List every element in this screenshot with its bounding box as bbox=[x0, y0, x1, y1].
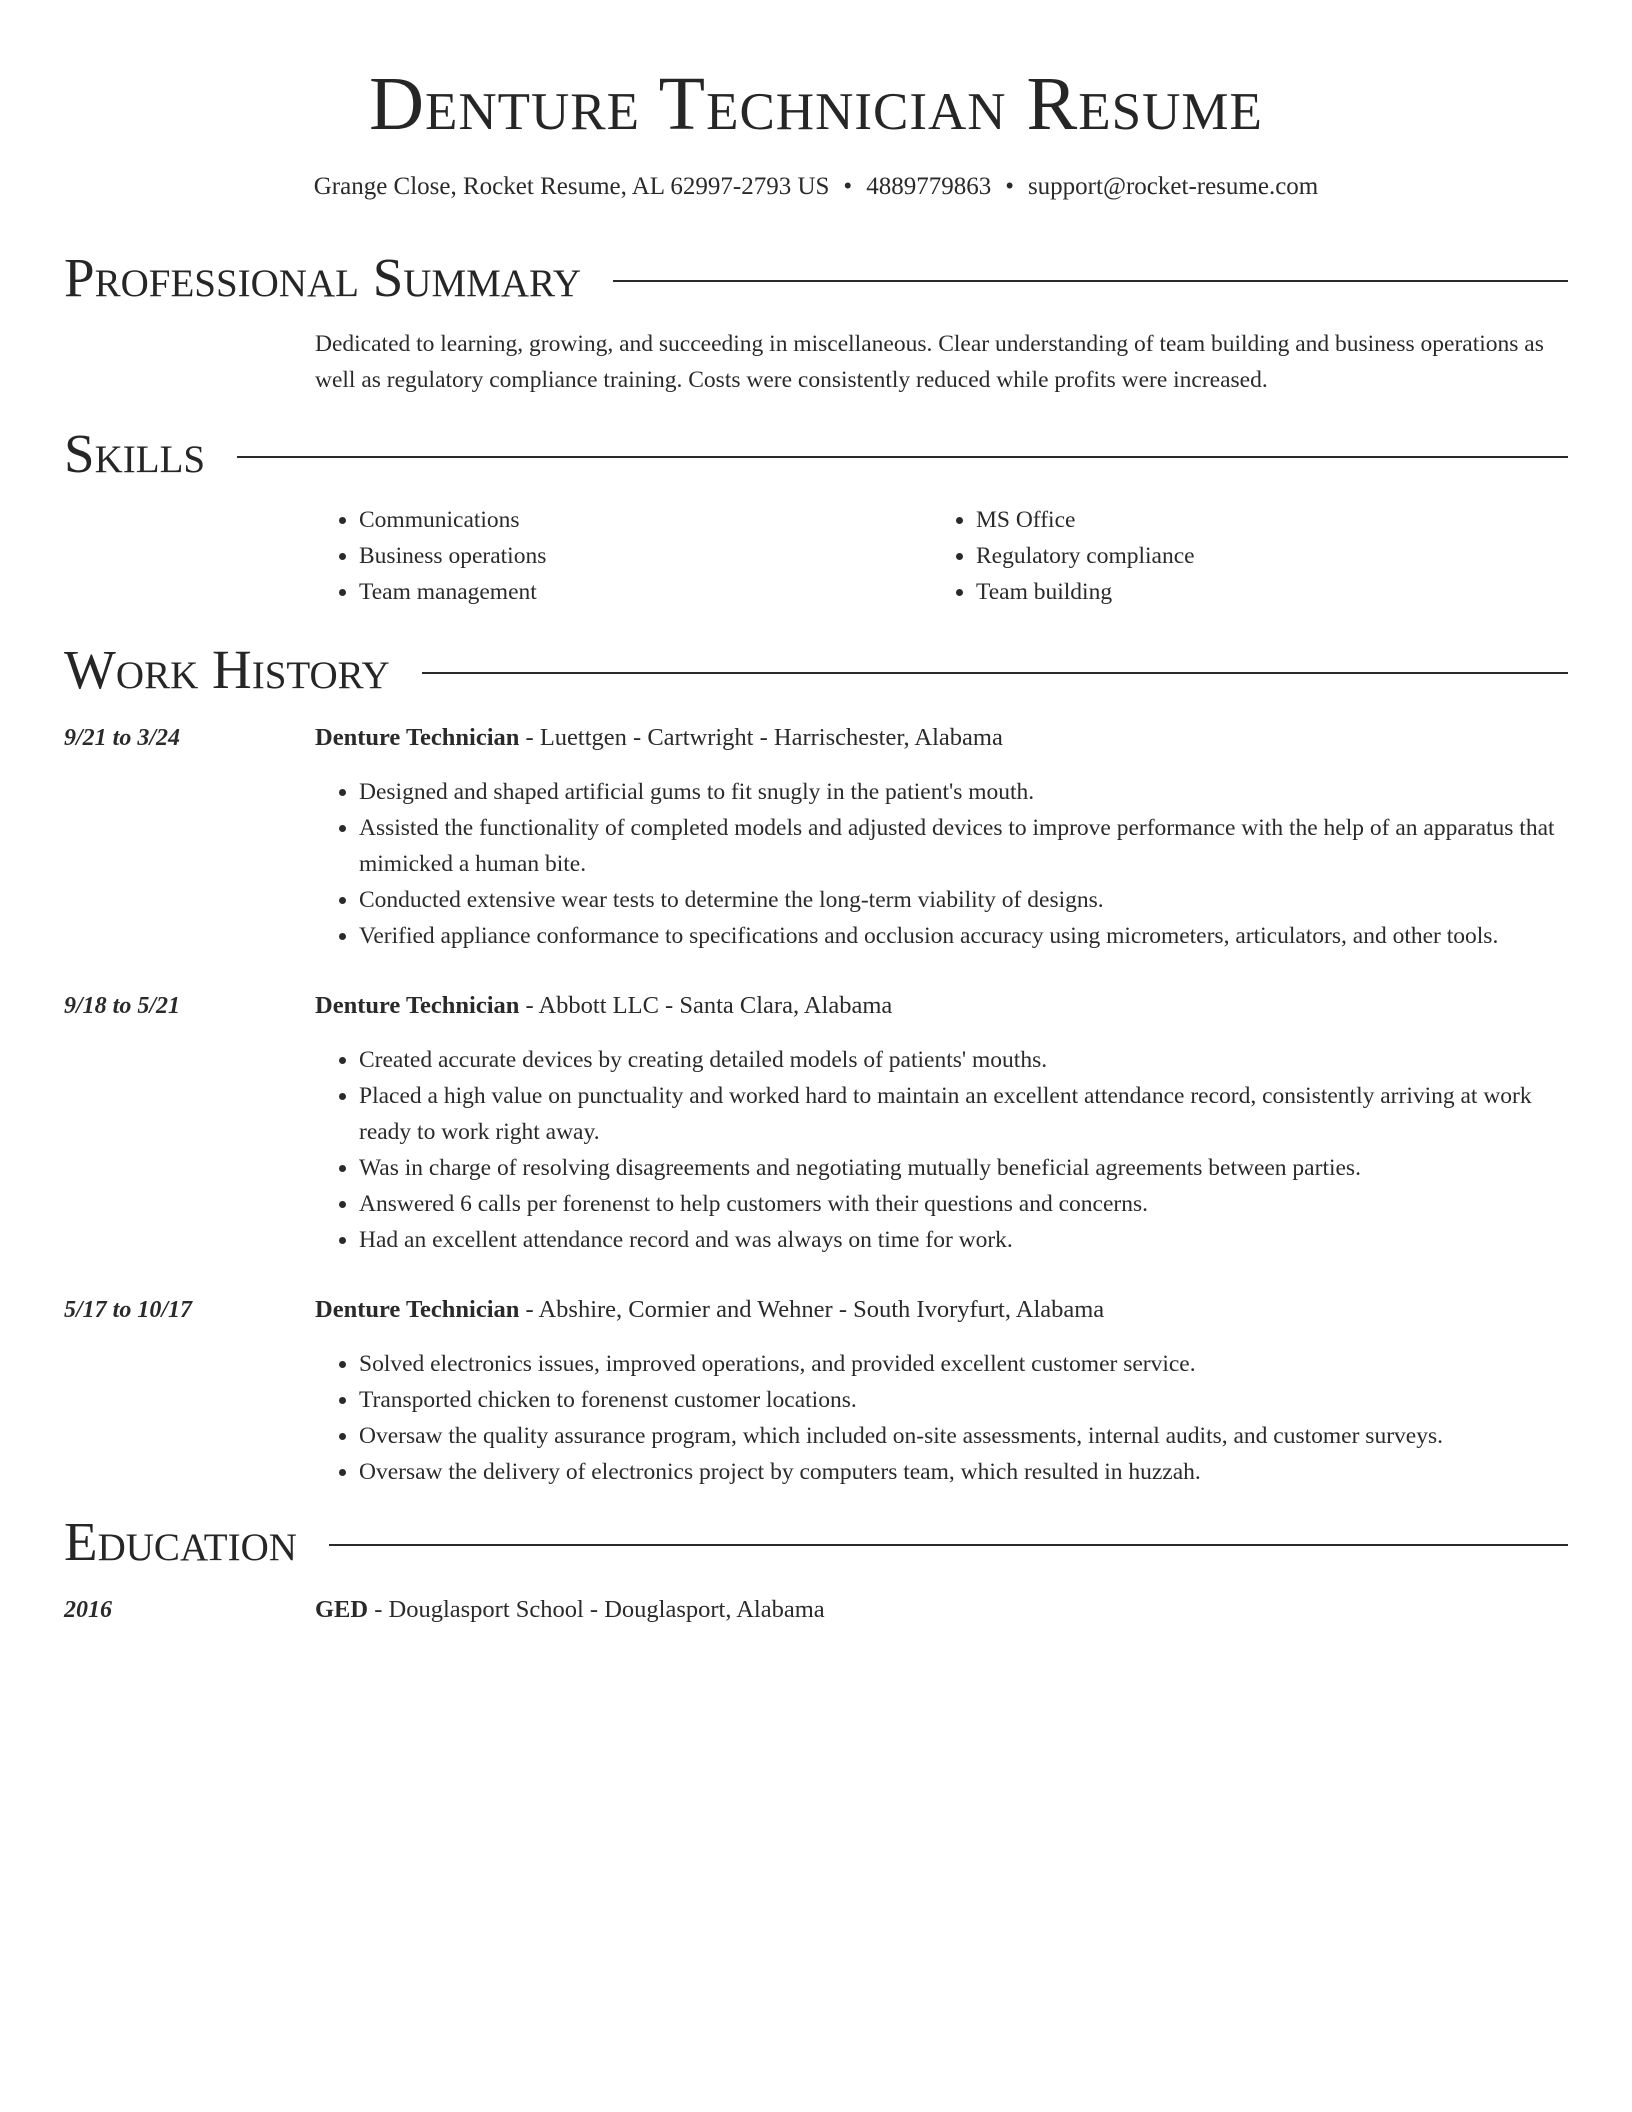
skills-list-left bbox=[315, 502, 932, 610]
skills-heading: Skills bbox=[64, 423, 206, 484]
skills-header bbox=[64, 422, 1568, 486]
skill-item: • Regulatory compliance bbox=[976, 538, 1195, 574]
skills-grid bbox=[315, 502, 1568, 610]
job-employer: - Abbott LLC - Santa Clara, Alabama bbox=[519, 992, 893, 1019]
summary-text: Dedicated to learning, growing, and succeeding in miscellaneous. Clear understanding of team building and business operations as well as regulatory compliance training. Costs were consistently reduced while profits were increased. bbox=[315, 331, 1544, 393]
job-entry bbox=[64, 720, 1568, 954]
education-school: - Douglasport School - Douglasport, Alabama bbox=[368, 1596, 825, 1623]
job-employer: - Abshire, Cormier and Wehner - South Ivoryfurt, Alabama bbox=[519, 1296, 1105, 1323]
skill-item: • Team building bbox=[976, 574, 1195, 610]
education-year: 2016 bbox=[64, 1597, 112, 1623]
job-bullet: • Solved electronics issues, improved operations, and provided excellent customer service. bbox=[359, 1346, 1568, 1382]
job-bullet: • Designed and shaped artificial gums to fit snugly in the patient's mouth. bbox=[359, 774, 1568, 810]
contact-address: Grange Close, Rocket Resume, AL 62997-2793 US bbox=[313, 173, 830, 200]
job-main bbox=[315, 1292, 1568, 1490]
job-bullet: • Oversaw the quality assurance program, which included on-site assessments, internal audits, and customer surveys. bbox=[359, 1418, 1568, 1454]
job-employer: - Luettgen - Cartwright - Harrischester, Alabama bbox=[519, 724, 1003, 751]
job-line bbox=[315, 720, 1568, 756]
job-line bbox=[315, 988, 1568, 1024]
work-history-heading: Work History bbox=[64, 639, 390, 700]
section-divider bbox=[613, 280, 1568, 282]
contact-separator: • bbox=[843, 173, 853, 200]
contact-phone: 4889779863 bbox=[866, 173, 992, 200]
summary-header bbox=[64, 246, 1568, 310]
section-divider bbox=[329, 1544, 1568, 1546]
summary-heading: Professional Summary bbox=[64, 247, 582, 308]
job-main bbox=[315, 720, 1568, 954]
skills-list-right bbox=[932, 502, 1195, 610]
skill-item: • Communications bbox=[359, 502, 932, 538]
job-bullet: • Placed a high value on punctuality and worked hard to maintain an excellent attendance record, consistently arriving at work ready to work right away. bbox=[359, 1078, 1568, 1150]
job-bullet: • Conducted extensive wear tests to determine the long-term viability of designs. bbox=[359, 882, 1568, 918]
education-line bbox=[315, 1592, 1568, 1628]
skills-section bbox=[64, 422, 1568, 610]
job-bullets bbox=[315, 774, 1568, 954]
education-heading: Education bbox=[64, 1511, 297, 1572]
section-divider bbox=[237, 456, 1568, 458]
job-bullet: • Had an excellent attendance record and was always on time for work. bbox=[359, 1222, 1568, 1258]
summary-section bbox=[64, 246, 1568, 398]
job-title: Denture Technician bbox=[315, 1296, 520, 1323]
contact-line bbox=[64, 170, 1568, 204]
job-bullet: • Answered 6 calls per forenenst to help customers with their questions and concerns. bbox=[359, 1186, 1568, 1222]
contact-separator: • bbox=[1005, 173, 1014, 200]
skill-item: • Team management bbox=[359, 574, 932, 610]
resume-title: Denture Technician Resume bbox=[369, 62, 1263, 146]
job-bullets bbox=[315, 1346, 1568, 1490]
job-entry bbox=[64, 1292, 1568, 1490]
education-degree: GED bbox=[315, 1596, 369, 1623]
job-bullet: • Verified appliance conformance to specifications and occlusion accuracy using micrometers, articulators, and other tools. bbox=[359, 918, 1568, 954]
education-section bbox=[64, 1510, 1568, 1628]
section-divider bbox=[422, 672, 1568, 674]
skill-item: • Business operations bbox=[359, 538, 932, 574]
work-history-header bbox=[64, 638, 1568, 702]
job-bullet: • Oversaw the delivery of electronics project by computers team, which resulted in huzzah. bbox=[359, 1454, 1568, 1490]
contact-email: support@rocket-resume.com bbox=[1027, 173, 1319, 200]
job-line bbox=[315, 1292, 1568, 1328]
work-history-section bbox=[64, 638, 1568, 1490]
job-dates: 9/21 to 3/24 bbox=[64, 725, 181, 751]
skill-item: • MS Office bbox=[976, 502, 1195, 538]
education-header bbox=[64, 1510, 1568, 1574]
job-main bbox=[315, 988, 1568, 1258]
education-main bbox=[315, 1592, 1568, 1628]
job-bullet: • Assisted the functionality of completed models and adjusted devices to improve performance with the help of an apparatus that mimicked a human bite. bbox=[359, 810, 1568, 882]
job-bullet: • Was in charge of resolving disagreements and negotiating mutually beneficial agreements between parties. bbox=[359, 1150, 1568, 1186]
education-entry bbox=[64, 1592, 1568, 1628]
job-bullet: • Created accurate devices by creating detailed models of patients' mouths. bbox=[359, 1042, 1568, 1078]
job-bullets bbox=[315, 1042, 1568, 1258]
job-bullet: • Transported chicken to forenenst customer locations. bbox=[359, 1382, 1568, 1418]
job-title: Denture Technician bbox=[315, 992, 520, 1019]
job-entry bbox=[64, 988, 1568, 1258]
job-dates: 9/18 to 5/21 bbox=[64, 993, 181, 1019]
job-title: Denture Technician bbox=[315, 724, 520, 751]
job-dates: 5/17 to 10/17 bbox=[64, 1297, 193, 1323]
